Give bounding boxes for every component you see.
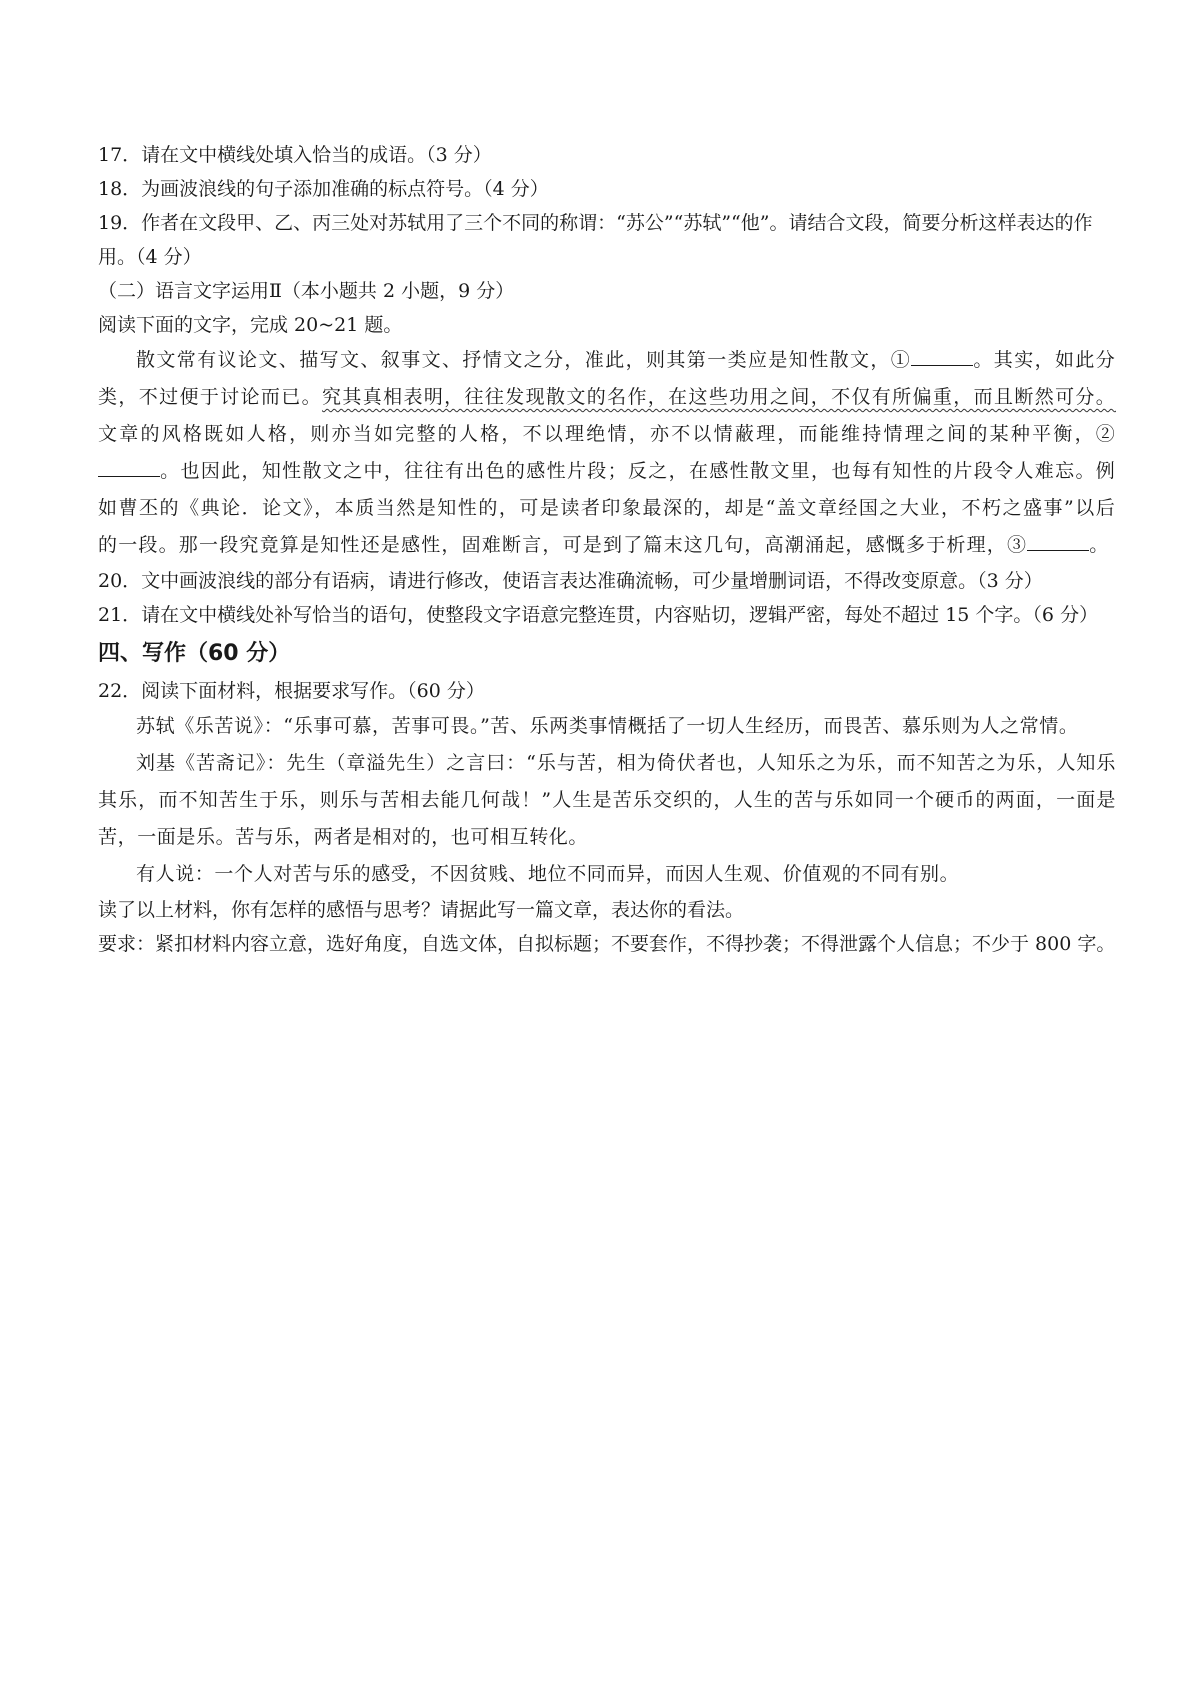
question-21: 21．请在文中横线处补写恰当的语句，使整段文字语意完整连贯，内容贴切，逻辑严密，每处不超过 15 个字。（6 分） xyxy=(98,604,1099,626)
blank-marker-2: ② xyxy=(1095,423,1116,445)
material-1: 苏轼《乐苦说》：“乐事可慕，苦事可畏。”苦、乐两类事情概括了一切人生经历，而畏苦、慕乐则为人之常情。 xyxy=(136,715,1079,737)
writing-prompt: 读了以上材料，你有怎样的感悟与思考？请据此写一篇文章，表达你的看法。 xyxy=(98,899,745,921)
question-20: 20．文中画波浪线的部分有语病，请进行修改，使语言表达准确流畅，可少量增删词语，不得改变原意。（3 分） xyxy=(98,570,1043,592)
fill-blank-2[interactable] xyxy=(98,458,160,477)
question-17: 17．请在文中横线处填入恰当的成语。（3 分） xyxy=(98,144,492,166)
section-heading-writing: 四、写作（60 分） xyxy=(98,641,291,666)
material-3: 有人说：一个人对苦与乐的感受，不因贫贱、地位不同而异，而因人生观、价值观的不同有别。 xyxy=(136,863,960,885)
question-18: 18．为画波浪线的句子添加准确的标点符号。（4 分） xyxy=(98,178,549,200)
reading-passage xyxy=(98,342,1116,564)
fill-blank-3[interactable] xyxy=(1027,532,1089,551)
wavy-underlined-sentence: 究其真相表明，往往发现散文的名作，在这些功用之间，不仅有所偏重，而且断然可分。 xyxy=(322,386,1116,408)
writing-requirements: 要求：紧扣材料内容立意，选好角度，自选文体，自拟标题；不要套作，不得抄袭；不得泄露个人信息；不少于 800 字。 xyxy=(98,933,1116,955)
section-2-title: （二）语言文字运用Ⅱ（本小题共 2 小题，9 分） xyxy=(98,280,515,302)
exam-page xyxy=(98,138,1116,961)
blank-marker-3: ③ xyxy=(1007,534,1028,556)
passage-text-3: 文章的风格既如人格，则亦当如完整的人格，不以理绝情，亦不以情蔽理，而能维持情理之间的某种平衡， xyxy=(98,423,1096,445)
question-19: 19．作者在文段甲、乙、丙三处对苏轼用了三个不同的称谓：“苏公”“苏轼”“他”。请结合文段，简要分析这样表达的作用。（4 分） xyxy=(98,212,1093,268)
passage-text-4: 。也因此，知性散文之中，往往有出色的感性片段；反之，在感性散文里，也每有知性的片段令人难忘。例如曹丕的《典论．论文》，本质当然是知性的，可是读者印象最深的，却是“盖文章经国之大业，不朽之盛事”以后的一段。那一段究竟算是知性还是感性，固难断言，可是到了篇末这几句，高潮涌起，感慨多于析理， xyxy=(98,460,1116,556)
blank-marker-1: ① xyxy=(890,349,912,371)
passage-text-1: 散文常有议论文、描写文、叙事文、抒情文之分，准此，则其第一类应是知性散文， xyxy=(136,349,891,371)
question-22: 22．阅读下面材料，根据要求写作。（60 分） xyxy=(98,680,485,702)
passage-text-2: 。其实，如此分类，不过便于讨论而已。 xyxy=(98,349,1117,408)
fill-blank-1[interactable] xyxy=(911,347,973,366)
passage-text-5: 。 xyxy=(1089,534,1110,556)
material-2: 刘基《苦斋记》：先生（章溢先生）之言曰：“乐与苦，相为倚伏者也，人知乐之为乐，而不知苦之为乐，人知乐其乐，而不知苦生于乐，则乐与苦相去能几何哉！”人生是苦乐交织的，人生的苦与乐如同一个硬币的两面，一面是苦，一面是乐。苦与乐，两者是相对的，也可相互转化。 xyxy=(98,752,1116,848)
section-2-intro: 阅读下面的文字，完成 20~21 题。 xyxy=(98,314,403,336)
